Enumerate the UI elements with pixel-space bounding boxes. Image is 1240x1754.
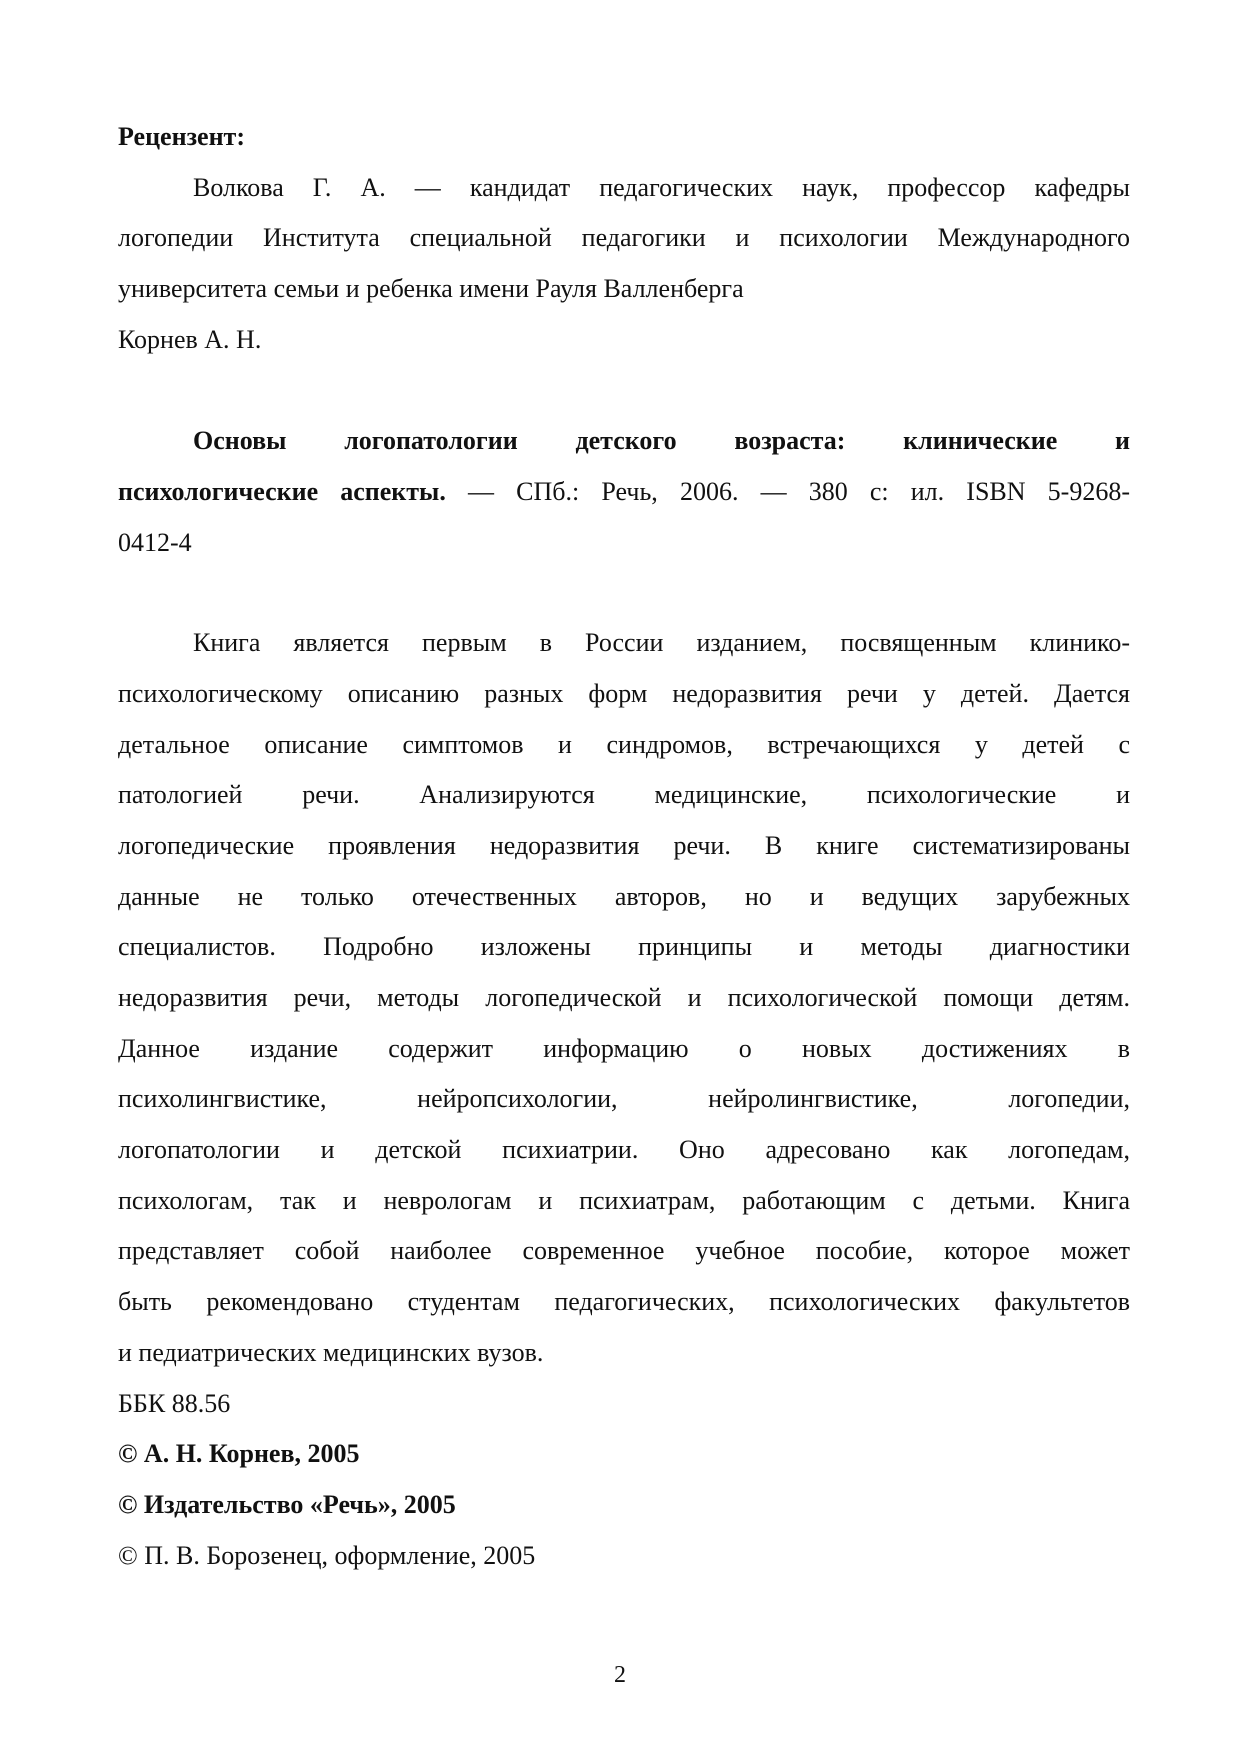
copyright-publisher: © Издательство «Речь», 2005: [118, 1489, 456, 1519]
copyright-author: © А. Н. Корнев, 2005: [118, 1439, 360, 1469]
citation-title-end: психологические аспекты.: [118, 476, 446, 506]
reviewer-line: Волкова Г. А. — кандидат педагогических наук, профессор кафедры: [193, 172, 1130, 202]
citation-line: [118, 467, 1130, 518]
abstract-line: и педиатрических медицинских вузов.: [118, 1337, 544, 1367]
citation-isbn-end: 0412-4: [118, 527, 192, 557]
abstract-line: логопедические проявления недоразвития речи. В книге систематизированы: [118, 830, 1130, 860]
abstract: [118, 618, 1130, 1378]
citation-imprint: — СПб.: Речь, 2006. — 380 с: ил. ISBN 5-9268-: [445, 476, 1130, 506]
citation-title: Основы логопатологии детского возраста: клинические и: [193, 426, 1130, 456]
abstract-line: патологией речи. Анализируются медицинские, психологические и: [118, 780, 1130, 810]
reviewer-line: логопедии Института специальной педагогики и психологии Международного: [118, 223, 1130, 253]
abstract-line: представляет собой наиболее современное учебное пособие, которое может: [118, 1236, 1130, 1266]
bbk-code: ББК 88.56: [118, 1388, 231, 1418]
copyright-design: © П. В. Борозенец, оформление, 2005: [118, 1540, 536, 1570]
abstract-line: специалистов. Подробно изложены принципы и методы диагностики: [118, 932, 1130, 962]
abstract-line: Книга является первым в России изданием, посвященным клинико-: [193, 628, 1130, 658]
page-number: 2: [614, 1662, 626, 1688]
abstract-line: психологическому описанию разных форм недоразвития речи у детей. Дается: [118, 678, 1130, 708]
reviewer-heading: Рецензент:: [118, 122, 245, 151]
abstract-line: быть рекомендовано студентам педагогических, психологических факультетов: [118, 1287, 1130, 1317]
abstract-line: психологам, так и неврологам и психиатрам, работающим с детьми. Книга: [118, 1185, 1130, 1215]
abstract-line: недоразвития речи, методы логопедической и психологической помощи детям.: [118, 983, 1130, 1012]
author-name: Корнев А. Н.: [118, 324, 262, 354]
abstract-line: детальное описание симптомов и синдромов, встречающихся у детей с: [118, 729, 1130, 759]
abstract-line: логопатологии и детской психиатрии. Оно адресовано как логопедам,: [118, 1135, 1130, 1165]
abstract-line: Данное издание содержит информацию о новых достижениях в: [118, 1033, 1130, 1063]
abstract-line: психолингвистике, нейропсихологии, нейролингвистике, логопедии,: [118, 1084, 1130, 1114]
reviewer-line: университета семьи и ребенка имени Рауля Валленберга: [118, 274, 744, 304]
document-page: [118, 112, 1130, 1581]
abstract-line: данные не только отечественных авторов, но и ведущих зарубежных: [118, 881, 1130, 911]
